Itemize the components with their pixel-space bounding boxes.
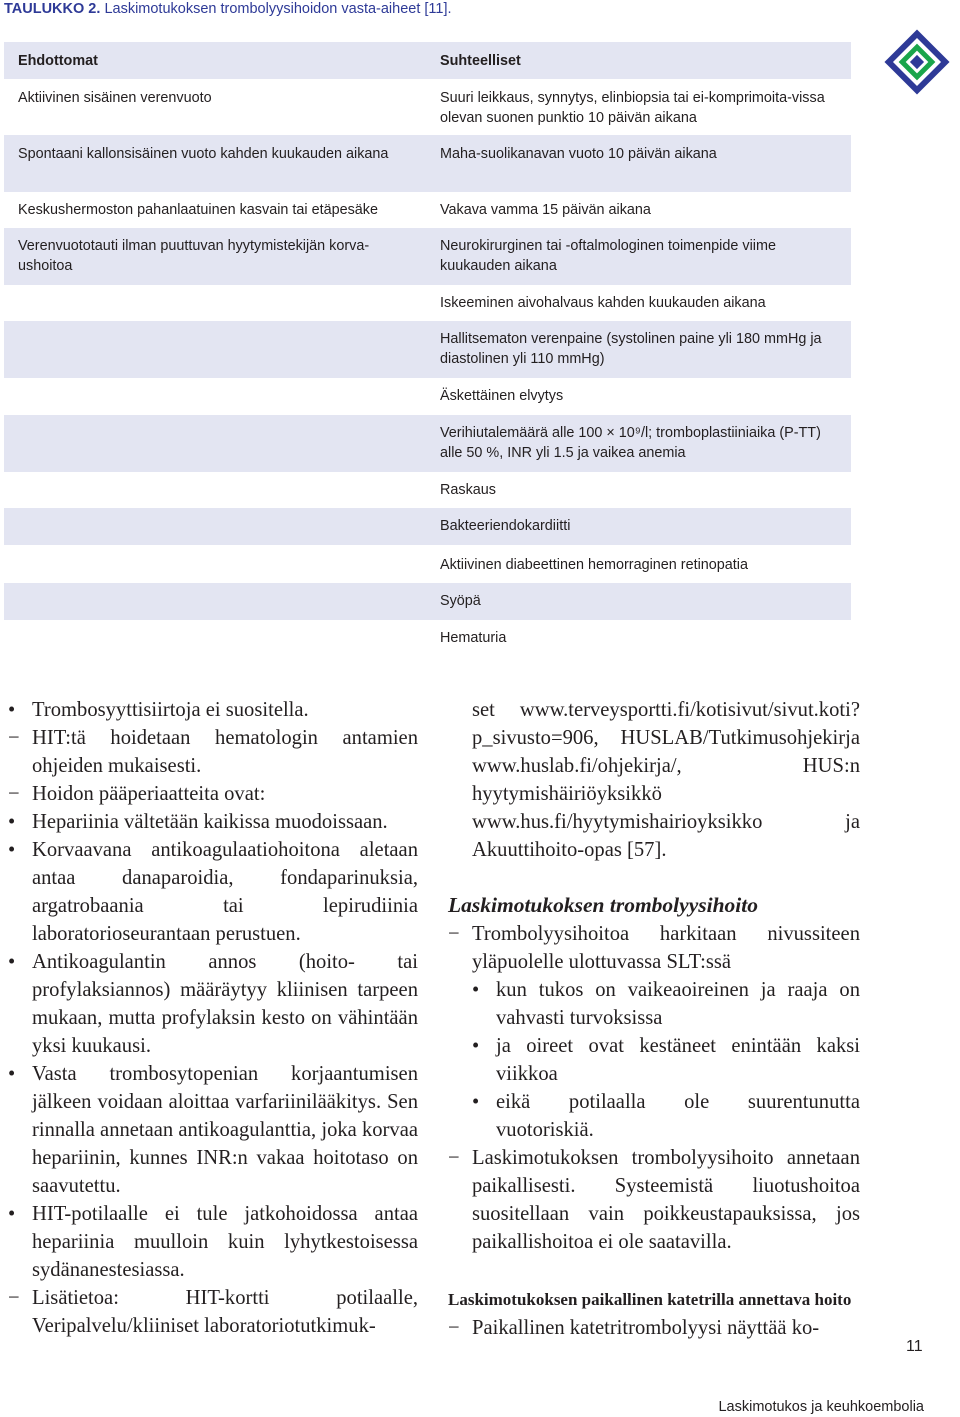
- table-cell: [4, 378, 427, 415]
- list-item-text: HIT-potilaalle ei tule jatkohoidossa antaa hepariinia muulloin kuin lyhytkestoisessa sydänanestesiassa.: [32, 1203, 418, 1281]
- table-cell: [4, 321, 427, 378]
- table-cell: Vakava vamma 15 päivän aikana: [440, 202, 651, 218]
- contraindications-table: [4, 42, 851, 657]
- table-caption-label: TAULUKKO 2.: [4, 1, 101, 17]
- table-caption-text: Laskimotukoksen trombolyysihoidon vasta-aiheet [11].: [104, 1, 452, 17]
- table-row: [4, 321, 851, 378]
- table-cell: Verenvuototauti ilman puuttuvan hyytymistekijän korva-ushoitoa: [18, 238, 370, 274]
- list-item-text: Korvaavana antikoagulaatiohoitona aletaan antaa danaparoidia, fondaparinuksia, argatrobaania tai lepirudiinia laboratorioseurantaan perustuen.: [32, 839, 418, 945]
- table-cell: Suuri leikkaus, synnytys, elinbiopsia tai ei-komprimoita-vissa olevan suonen punktio 10 päivän aikana: [440, 90, 825, 126]
- list-item: [448, 920, 860, 976]
- list-item: [448, 1144, 860, 1256]
- table-cell: Maha-suolikanavan vuoto 10 päivän aikana: [440, 146, 717, 162]
- table-cell: [4, 285, 427, 321]
- table-cell: [4, 620, 427, 657]
- list-item: [8, 1200, 418, 1284]
- table-cell: Hallitsematon verenpaine (systolinen paine yli 180 mmHg ja diastolinen yli 110 mmHg): [440, 331, 822, 367]
- dash-marker: −: [8, 1287, 20, 1309]
- dash-marker: −: [8, 727, 20, 749]
- list-item: [448, 1032, 860, 1088]
- list-item-text: HIT:tä hoidetaan hematologin antamien ohjeiden mukaisesti.: [32, 727, 418, 777]
- list-item: [8, 948, 418, 1060]
- right-text-column: [448, 696, 860, 1342]
- list-item-text: Vasta trombosytopenian korjaantumisen jälkeen voidaan aloittaa varfariinilääkitys. Sen rinnalla annetaan antikoagulanttia, joka korvaa hepariinin, kunnes INR:n vakaa hoitotaso on saavutettu.: [32, 1063, 418, 1197]
- bullet-marker: •: [472, 1035, 480, 1057]
- table-cell: Iskeeminen aivohalvaus kahden kuukauden aikana: [440, 295, 766, 311]
- bullet-marker: •: [8, 839, 16, 861]
- list-item-text: Lisätietoa: HIT-kortti potilaalle, Veripalvelu/kliiniset laboratoriotutkimuk-: [32, 1287, 418, 1337]
- list-item: [8, 724, 418, 780]
- continuation-paragraph: set www.terveysportti.fi/kotisivut/sivut.koti?p_sivusto=906, HUSLAB/Tutkimusohjekirja www.huslab.fi/ohjekirja/, HUS:n hyytymishäiriöyksikkö www.hus.fi/hyytymishairioyksikko ja Akuuttihoito-opas [57].: [472, 699, 860, 861]
- table-cell: Raskaus: [440, 482, 496, 498]
- table-row: [4, 285, 851, 321]
- list-item-text: Hoidon pääperiaatteita ovat:: [32, 783, 266, 805]
- table-row: [4, 620, 851, 657]
- list-item-text: kun tukos on vaikeaoireinen ja raaja on vahvasti turvoksissa: [496, 979, 860, 1029]
- page-number: 11: [906, 1338, 923, 1355]
- bullet-marker: •: [472, 979, 480, 1001]
- table-row: [4, 228, 851, 285]
- section-heading: Laskimotukoksen trombolyysihoito: [448, 893, 758, 917]
- table-cell: Aktiivinen diabeettinen hemorraginen retinopatia: [440, 557, 749, 573]
- table-cell: [4, 545, 427, 583]
- table-cell: [4, 583, 427, 620]
- table-caption: [4, 1, 452, 17]
- table-row: [4, 378, 851, 415]
- dash-marker: −: [8, 783, 20, 805]
- table-cell: [4, 415, 427, 472]
- table-cell: Spontaani kallonsisäinen vuoto kahden kuukauden aikana: [18, 146, 389, 162]
- table-cell: Keskushermoston pahanlaatuinen kasvain tai etäpesäke: [18, 202, 379, 218]
- table-cell: Neurokirurginen tai -oftalmologinen toimenpide viime kuukauden aikana: [440, 238, 776, 274]
- table-cell: [4, 508, 427, 545]
- list-item: [8, 808, 418, 836]
- list-item-text: eikä potilaalla ole suurentunutta vuotoriskiä.: [496, 1091, 860, 1141]
- list-item-text: Trombosyyttisiirtoja ei suositella.: [32, 699, 309, 721]
- header-absolute: Ehdottomat: [18, 53, 98, 69]
- table-cell: Verihiutalemäärä alle 100 × 10⁹/l; tromboplastiiniaika (P-TT) alle 50 %, INR yli 1.5 ja vaikea anemia: [440, 425, 821, 461]
- bullet-marker: •: [8, 1203, 16, 1225]
- bullet-marker: •: [8, 1063, 16, 1085]
- list-item-text: Trombolyysihoitoa harkitaan nivussiteen yläpuolelle ulottuvassa SLT:ssä: [472, 923, 860, 973]
- bullet-marker: •: [8, 951, 16, 973]
- bullet-marker: •: [472, 1091, 480, 1113]
- dash-marker: −: [448, 923, 460, 945]
- table-row: [4, 472, 851, 508]
- diamond-logo-icon: [881, 26, 953, 98]
- table-row: [4, 545, 851, 583]
- running-footer: Laskimotukos ja keuhkoembolia: [718, 1399, 924, 1415]
- table-row: [4, 583, 851, 620]
- table-cell: Hematuria: [440, 630, 507, 646]
- table-row: [4, 415, 851, 472]
- bullet-marker: •: [8, 811, 16, 833]
- list-item: [8, 1060, 418, 1200]
- table-cell: Syöpä: [440, 593, 481, 609]
- list-item-text: Paikallinen katetritrombolyysi näyttää ko-: [472, 1317, 820, 1339]
- list-item: [8, 780, 418, 808]
- list-item: [8, 836, 418, 948]
- table-row: [4, 79, 851, 135]
- dash-marker: −: [448, 1147, 460, 1169]
- table-cell: Aktiivinen sisäinen verenvuoto: [18, 90, 212, 106]
- dash-marker: −: [448, 1317, 460, 1339]
- list-item: [8, 696, 418, 724]
- list-item-text: Antikoagulantin annos (hoito- tai profylaksiannos) määräytyy kliinisen tarpeen mukaan, mutta profylaksin kesto on vähintään yksi kuukausi.: [32, 951, 418, 1057]
- left-text-column: [8, 696, 418, 1340]
- header-relative: Suhteelliset: [440, 53, 521, 69]
- list-item: [448, 1088, 860, 1144]
- bullet-marker: •: [8, 699, 16, 721]
- table-header-row: [4, 42, 851, 79]
- list-item-text: Hepariinia vältetään kaikissa muodoissaan.: [32, 811, 388, 833]
- table-cell: Bakteeriendokardiitti: [440, 518, 571, 534]
- table-row: [4, 508, 851, 545]
- table-row: [4, 135, 851, 192]
- table-row: [4, 192, 851, 228]
- list-item-text: ja oireet ovat kestäneet enintään kaksi viikkoa: [496, 1035, 860, 1085]
- table-cell: [4, 472, 427, 508]
- list-item: [8, 1284, 418, 1340]
- list-item-text: Laskimotukoksen trombolyysihoito annetaan paikallisesti. Systeemistä liuotushoitoa suositellaan vain poikkeustapauksissa, jos paikallishoitoa ei ole saatavilla.: [472, 1147, 860, 1253]
- table-cell: Äskettäinen elvytys: [440, 388, 564, 404]
- list-item: [448, 976, 860, 1032]
- subsection-heading: Laskimotukoksen paikallinen katetrilla annettava hoito: [448, 1290, 852, 1309]
- list-item: [448, 1314, 860, 1342]
